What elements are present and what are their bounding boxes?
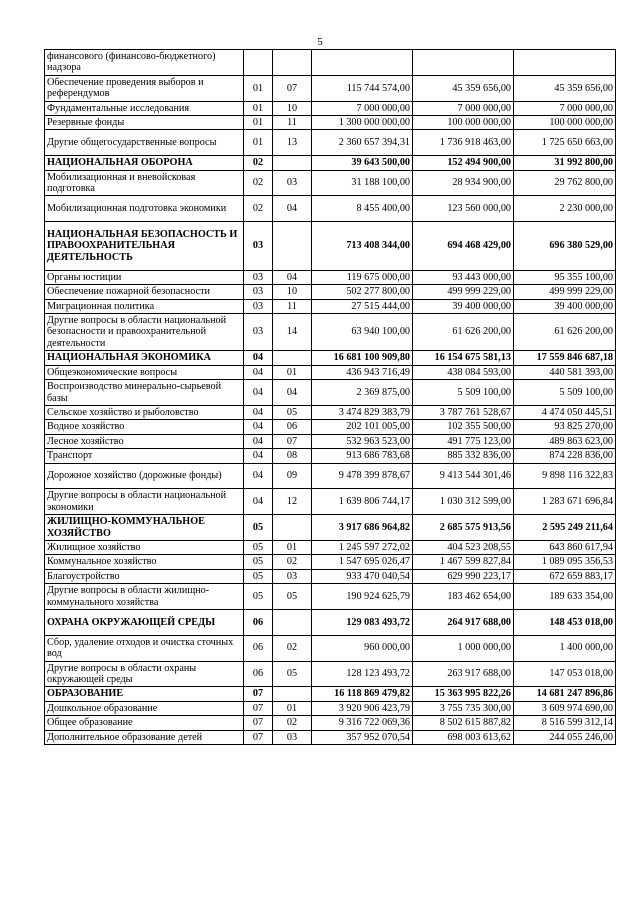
amount-year3-cell: 489 863 623,00 [514, 434, 616, 448]
amount-year1-cell: 933 470 040,54 [312, 569, 413, 583]
table-row [45, 540, 616, 554]
subsection-code-cell: 01 [273, 365, 312, 379]
amount-year2-cell: 491 775 123,00 [413, 434, 514, 448]
amount-year3-cell: 31 992 800,00 [514, 156, 616, 170]
amount-year2-cell [413, 50, 514, 76]
section-row [45, 156, 616, 170]
amount-year1-cell: 3 474 829 383,79 [312, 405, 413, 419]
subsection-code-cell: 05 [273, 584, 312, 610]
row-name-cell: финансового (финансово-бюджетного) надзора [45, 50, 244, 76]
row-name-cell: Другие вопросы в области национальной экономики [45, 489, 244, 515]
page-number: 5 [317, 36, 323, 48]
section-code-cell: 04 [244, 380, 273, 406]
budget-table-body [45, 50, 616, 745]
subsection-code-cell: 10 [273, 285, 312, 299]
amount-year3-cell: 5 509 100,00 [514, 380, 616, 406]
amount-year3-cell: 8 516 599 312,14 [514, 716, 616, 730]
section-code-cell: 04 [244, 463, 273, 489]
amount-year2-cell: 1 736 918 463,00 [413, 130, 514, 156]
row-name-cell: Обеспечение пожарной безопасности [45, 285, 244, 299]
subsection-code-cell: 14 [273, 314, 312, 351]
amount-year2-cell: 629 990 223,17 [413, 569, 514, 583]
amount-year3-cell: 93 825 270,00 [514, 420, 616, 434]
amount-year2-cell: 885 332 836,00 [413, 449, 514, 463]
section-code-cell [244, 50, 273, 76]
row-name-cell: Водное хозяйство [45, 420, 244, 434]
subsection-code-cell: 05 [273, 405, 312, 419]
amount-year2-cell: 61 626 200,00 [413, 314, 514, 351]
subsection-code-cell [273, 156, 312, 170]
amount-year2-cell: 100 000 000,00 [413, 116, 514, 130]
row-name-cell: Резервные фонды [45, 116, 244, 130]
row-name-cell: Дорожное хозяйство (дорожные фонды) [45, 463, 244, 489]
section-code-cell: 04 [244, 420, 273, 434]
amount-year1-cell: 2 360 657 394,31 [312, 130, 413, 156]
amount-year1-cell: 2 369 875,00 [312, 380, 413, 406]
subsection-code-cell: 05 [273, 661, 312, 687]
amount-year2-cell: 1 467 599 827,84 [413, 555, 514, 569]
section-code-cell: 05 [244, 569, 273, 583]
row-name-cell: Другие общегосударственные вопросы [45, 130, 244, 156]
amount-year3-cell: 499 999 229,00 [514, 285, 616, 299]
table-row [45, 584, 616, 610]
row-name-cell: НАЦИОНАЛЬНАЯ ОБОРОНА [45, 156, 244, 170]
subsection-code-cell: 07 [273, 434, 312, 448]
amount-year2-cell: 1 000 000,00 [413, 635, 514, 661]
amount-year2-cell: 2 685 575 913,56 [413, 515, 514, 541]
row-name-cell: ЖИЛИЩНО-КОММУНАЛЬНОЕ ХОЗЯЙСТВО [45, 515, 244, 541]
amount-year1-cell [312, 50, 413, 76]
table-row [45, 569, 616, 583]
row-name-cell: Благоустройство [45, 569, 244, 583]
table-row [45, 130, 616, 156]
row-name-cell: Другие вопросы в области национальной безопасности и правоохранительной деятельности [45, 314, 244, 351]
budget-table [44, 49, 616, 745]
section-code-cell: 02 [244, 170, 273, 196]
amount-year3-cell: 147 053 018,00 [514, 661, 616, 687]
section-code-cell: 04 [244, 434, 273, 448]
table-row [45, 716, 616, 730]
row-name-cell: Сбор, удаление отходов и очистка сточных вод [45, 635, 244, 661]
amount-year2-cell: 15 363 995 822,26 [413, 687, 514, 701]
amount-year1-cell: 3 920 906 423,79 [312, 701, 413, 715]
amount-year3-cell: 244 055 246,00 [514, 730, 616, 744]
amount-year1-cell: 7 000 000,00 [312, 101, 413, 115]
section-code-cell: 07 [244, 687, 273, 701]
table-row [45, 449, 616, 463]
amount-year1-cell: 9 478 399 878,67 [312, 463, 413, 489]
subsection-code-cell: 11 [273, 299, 312, 313]
section-code-cell: 05 [244, 540, 273, 554]
section-code-cell: 07 [244, 730, 273, 744]
amount-year3-cell: 45 359 656,00 [514, 75, 616, 101]
amount-year1-cell: 1 245 597 272,02 [312, 540, 413, 554]
amount-year2-cell: 28 934 900,00 [413, 170, 514, 196]
section-code-cell: 01 [244, 75, 273, 101]
table-row [45, 285, 616, 299]
amount-year3-cell: 95 355 100,00 [514, 270, 616, 284]
section-code-cell: 03 [244, 314, 273, 351]
table-row [45, 314, 616, 351]
table-row [45, 489, 616, 515]
amount-year1-cell: 27 515 444,00 [312, 299, 413, 313]
table-row [45, 701, 616, 715]
section-code-cell: 06 [244, 661, 273, 687]
table-row [45, 75, 616, 101]
row-name-cell: Сельское хозяйство и рыболовство [45, 405, 244, 419]
amount-year2-cell: 39 400 000,00 [413, 299, 514, 313]
section-code-cell: 05 [244, 584, 273, 610]
table-row [45, 463, 616, 489]
amount-year3-cell: 3 609 974 690,00 [514, 701, 616, 715]
section-code-cell: 03 [244, 270, 273, 284]
row-name-cell: Фундаментальные исследования [45, 101, 244, 115]
amount-year2-cell: 93 443 000,00 [413, 270, 514, 284]
amount-year3-cell: 2 230 000,00 [514, 196, 616, 222]
table-row [45, 661, 616, 687]
subsection-code-cell: 04 [273, 270, 312, 284]
amount-year3-cell: 9 898 116 322,83 [514, 463, 616, 489]
amount-year3-cell: 7 000 000,00 [514, 101, 616, 115]
subsection-code-cell: 07 [273, 75, 312, 101]
amount-year2-cell: 183 462 654,00 [413, 584, 514, 610]
amount-year3-cell: 672 659 883,17 [514, 569, 616, 583]
amount-year2-cell: 264 917 688,00 [413, 609, 514, 635]
amount-year1-cell: 31 188 100,00 [312, 170, 413, 196]
table-row [45, 730, 616, 744]
section-code-cell: 06 [244, 635, 273, 661]
table-row [45, 170, 616, 196]
amount-year1-cell: 16 118 869 479,82 [312, 687, 413, 701]
section-code-cell: 03 [244, 285, 273, 299]
amount-year3-cell: 148 453 018,00 [514, 609, 616, 635]
table-row [45, 50, 616, 76]
amount-year3-cell: 643 860 617,94 [514, 540, 616, 554]
amount-year3-cell: 189 633 354,00 [514, 584, 616, 610]
subsection-code-cell: 04 [273, 380, 312, 406]
section-code-cell: 02 [244, 196, 273, 222]
table-row [45, 270, 616, 284]
amount-year3-cell: 14 681 247 896,86 [514, 687, 616, 701]
subsection-code-cell: 06 [273, 420, 312, 434]
amount-year2-cell: 123 560 000,00 [413, 196, 514, 222]
subsection-code-cell: 04 [273, 196, 312, 222]
amount-year3-cell: 1 725 650 663,00 [514, 130, 616, 156]
table-row [45, 555, 616, 569]
subsection-code-cell [273, 50, 312, 76]
amount-year1-cell: 9 316 722 069,36 [312, 716, 413, 730]
row-name-cell: Транспорт [45, 449, 244, 463]
row-name-cell: Мобилизационная подготовка экономики [45, 196, 244, 222]
section-code-cell: 03 [244, 299, 273, 313]
row-name-cell: НАЦИОНАЛЬНАЯ БЕЗОПАСНОСТЬ И ПРАВООХРАНИТЕЛЬНАЯ ДЕЯТЕЛЬНОСТЬ [45, 222, 244, 271]
section-code-cell: 04 [244, 365, 273, 379]
amount-year2-cell: 438 084 593,00 [413, 365, 514, 379]
subsection-code-cell: 12 [273, 489, 312, 515]
section-code-cell: 04 [244, 405, 273, 419]
section-row [45, 687, 616, 701]
amount-year1-cell: 1 300 000 000,00 [312, 116, 413, 130]
amount-year2-cell: 45 359 656,00 [413, 75, 514, 101]
table-row [45, 420, 616, 434]
amount-year1-cell: 960 000,00 [312, 635, 413, 661]
amount-year3-cell [514, 50, 616, 76]
subsection-code-cell: 08 [273, 449, 312, 463]
amount-year3-cell: 440 581 393,00 [514, 365, 616, 379]
row-name-cell: Коммунальное хозяйство [45, 555, 244, 569]
subsection-code-cell: 03 [273, 569, 312, 583]
subsection-code-cell [273, 515, 312, 541]
subsection-code-cell: 02 [273, 716, 312, 730]
section-code-cell: 03 [244, 222, 273, 271]
subsection-code-cell [273, 351, 312, 365]
row-name-cell: Общее образование [45, 716, 244, 730]
amount-year3-cell: 1 400 000,00 [514, 635, 616, 661]
amount-year3-cell: 17 559 846 687,18 [514, 351, 616, 365]
amount-year2-cell: 263 917 688,00 [413, 661, 514, 687]
amount-year1-cell: 190 924 625,79 [312, 584, 413, 610]
row-name-cell: Лесное хозяйство [45, 434, 244, 448]
amount-year2-cell: 152 494 900,00 [413, 156, 514, 170]
section-code-cell: 02 [244, 156, 273, 170]
amount-year1-cell: 436 943 716,49 [312, 365, 413, 379]
subsection-code-cell: 10 [273, 101, 312, 115]
subsection-code-cell: 09 [273, 463, 312, 489]
row-name-cell: Дошкольное образование [45, 701, 244, 715]
table-row [45, 196, 616, 222]
section-row [45, 609, 616, 635]
row-name-cell: Миграционная политика [45, 299, 244, 313]
amount-year3-cell: 39 400 000,00 [514, 299, 616, 313]
row-name-cell: ОХРАНА ОКРУЖАЮЩЕЙ СРЕДЫ [45, 609, 244, 635]
amount-year3-cell: 1 283 671 696,84 [514, 489, 616, 515]
subsection-code-cell: 02 [273, 635, 312, 661]
amount-year1-cell: 119 675 000,00 [312, 270, 413, 284]
amount-year2-cell: 3 755 735 300,00 [413, 701, 514, 715]
row-name-cell: Другие вопросы в области жилищно-коммунального хозяйства [45, 584, 244, 610]
table-row [45, 434, 616, 448]
subsection-code-cell: 02 [273, 555, 312, 569]
section-row [45, 351, 616, 365]
amount-year3-cell: 696 380 529,00 [514, 222, 616, 271]
amount-year1-cell: 16 681 100 909,80 [312, 351, 413, 365]
section-code-cell: 04 [244, 489, 273, 515]
amount-year1-cell: 357 952 070,54 [312, 730, 413, 744]
amount-year3-cell: 61 626 200,00 [514, 314, 616, 351]
section-code-cell: 05 [244, 555, 273, 569]
amount-year3-cell: 29 762 800,00 [514, 170, 616, 196]
amount-year2-cell: 404 523 208,55 [413, 540, 514, 554]
amount-year2-cell: 5 509 100,00 [413, 380, 514, 406]
section-code-cell: 04 [244, 351, 273, 365]
amount-year2-cell: 8 502 615 887,82 [413, 716, 514, 730]
row-name-cell: Обеспечение проведения выборов и референдумов [45, 75, 244, 101]
subsection-code-cell: 01 [273, 540, 312, 554]
amount-year3-cell: 874 228 836,00 [514, 449, 616, 463]
row-name-cell: Органы юстиции [45, 270, 244, 284]
subsection-code-cell: 01 [273, 701, 312, 715]
amount-year2-cell: 16 154 675 581,13 [413, 351, 514, 365]
amount-year1-cell: 63 940 100,00 [312, 314, 413, 351]
amount-year1-cell: 532 963 523,00 [312, 434, 413, 448]
section-code-cell: 01 [244, 130, 273, 156]
row-name-cell: ОБРАЗОВАНИЕ [45, 687, 244, 701]
amount-year1-cell: 713 408 344,00 [312, 222, 413, 271]
section-code-cell: 06 [244, 609, 273, 635]
amount-year1-cell: 129 083 493,72 [312, 609, 413, 635]
amount-year2-cell: 499 999 229,00 [413, 285, 514, 299]
section-code-cell: 07 [244, 701, 273, 715]
row-name-cell: Жилищное хозяйство [45, 540, 244, 554]
amount-year2-cell: 1 030 312 599,00 [413, 489, 514, 515]
row-name-cell: НАЦИОНАЛЬНАЯ ЭКОНОМИКА [45, 351, 244, 365]
section-row [45, 222, 616, 271]
row-name-cell: Другие вопросы в области охраны окружающей среды [45, 661, 244, 687]
subsection-code-cell: 03 [273, 170, 312, 196]
subsection-code-cell [273, 687, 312, 701]
table-row [45, 116, 616, 130]
table-row [45, 299, 616, 313]
subsection-code-cell [273, 609, 312, 635]
section-code-cell: 05 [244, 515, 273, 541]
amount-year2-cell: 9 413 544 301,46 [413, 463, 514, 489]
amount-year3-cell: 1 089 095 356,53 [514, 555, 616, 569]
amount-year2-cell: 7 000 000,00 [413, 101, 514, 115]
table-row [45, 380, 616, 406]
row-name-cell: Дополнительное образование детей [45, 730, 244, 744]
amount-year1-cell: 128 123 493,72 [312, 661, 413, 687]
amount-year3-cell: 4 474 050 445,51 [514, 405, 616, 419]
subsection-code-cell: 03 [273, 730, 312, 744]
row-name-cell: Воспроизводство минерально-сырьевой базы [45, 380, 244, 406]
amount-year1-cell: 1 639 806 744,17 [312, 489, 413, 515]
amount-year2-cell: 698 003 613,62 [413, 730, 514, 744]
amount-year1-cell: 202 101 005,00 [312, 420, 413, 434]
amount-year2-cell: 102 355 500,00 [413, 420, 514, 434]
section-code-cell: 04 [244, 449, 273, 463]
amount-year1-cell: 913 686 783,68 [312, 449, 413, 463]
table-row [45, 405, 616, 419]
table-row [45, 101, 616, 115]
section-code-cell: 01 [244, 101, 273, 115]
subsection-code-cell [273, 222, 312, 271]
amount-year1-cell: 8 455 400,00 [312, 196, 413, 222]
amount-year1-cell: 502 277 800,00 [312, 285, 413, 299]
subsection-code-cell: 13 [273, 130, 312, 156]
amount-year1-cell: 115 744 574,00 [312, 75, 413, 101]
amount-year1-cell: 39 643 500,00 [312, 156, 413, 170]
amount-year3-cell: 100 000 000,00 [514, 116, 616, 130]
amount-year2-cell: 694 468 429,00 [413, 222, 514, 271]
amount-year1-cell: 1 547 695 026,47 [312, 555, 413, 569]
section-row [45, 515, 616, 541]
subsection-code-cell: 11 [273, 116, 312, 130]
section-code-cell: 07 [244, 716, 273, 730]
row-name-cell: Общеэкономические вопросы [45, 365, 244, 379]
table-row [45, 635, 616, 661]
amount-year1-cell: 3 917 686 964,82 [312, 515, 413, 541]
amount-year2-cell: 3 787 761 528,67 [413, 405, 514, 419]
amount-year3-cell: 2 595 249 211,64 [514, 515, 616, 541]
row-name-cell: Мобилизационная и вневойсковая подготовка [45, 170, 244, 196]
table-row [45, 365, 616, 379]
section-code-cell: 01 [244, 116, 273, 130]
